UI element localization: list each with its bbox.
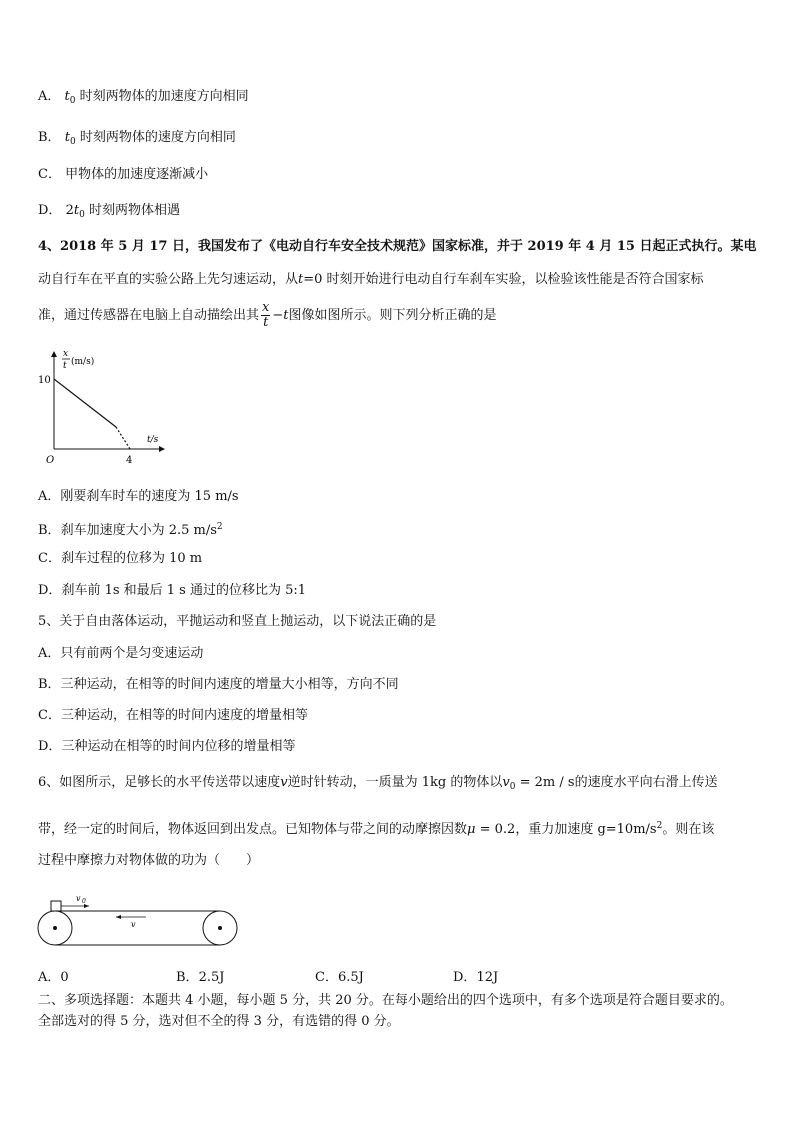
q4-option-a [38,488,239,506]
q3-option-d [38,202,180,224]
q4-stem-line3 [38,300,497,332]
q6-stem-line2 [38,817,714,839]
option-text: 时刻两物体相遇 [88,203,180,218]
option-letter: D． [38,583,62,598]
math-sub: 0 [79,210,85,220]
option-text: 刹车前 1s 和最后 1 s 通过的位移比为 5:1 [61,583,307,598]
math-var: μ [467,822,476,837]
option-letter: B． [38,677,61,692]
option-letter: C． [38,708,61,723]
option-text: 刚要刹车时车的速度为 15 m/s [60,489,239,504]
graph-line-solid [54,379,116,427]
math-coef: 2 [65,203,74,218]
text: =0 时刻开始进行电动自行车刹车实验，以检验该性能是否符合国家标 [303,272,704,287]
q3-option-a [38,88,249,110]
math-sub: 0 [69,137,76,147]
xt-t-graph [30,346,170,468]
q3-option-c [38,166,208,184]
option-letter: D． [38,203,62,218]
option-text: 刹车加速度大小为 2.5 m/s [60,523,217,538]
text: 准，通过传感器在电脑上自动描绘出其 [38,308,260,323]
frac-num: x [262,300,270,315]
option-text: 2.5J [198,970,225,985]
option-text: 三种运动在相等的时间内位移的增量相等 [61,739,296,754]
math-eq: = 2m / s [515,775,575,790]
text: 逆时针转动，一质量为 1kg 的物体以 [287,775,503,790]
left-pulley-axle [53,926,57,930]
q6-option-b [176,966,224,985]
text: 6、如图所示，足够长的水平传送带以速度 [38,775,281,790]
text: 动自行车在平直的实验公路上先匀速运动，从 [38,272,299,287]
conveyor-belt-figure [36,891,240,949]
text: 图像如图所示。则下列分析正确的是 [288,308,497,323]
option-letter: C． [38,167,61,182]
q4-option-d [38,582,306,600]
q6-stem-line3: 过程中摩擦力对物体做的功为（ ） [38,853,260,868]
math-var: t [283,308,289,323]
math-var: t [64,130,70,145]
y-unit: (m/s) [71,357,95,367]
section2-line2: 全部选对的得 5 分，选对但不全的得 3 分，有选错的得 0 分。 [38,1014,400,1029]
q3-option-b [38,129,236,151]
math-var: v [502,775,510,790]
q4-option-c [38,550,202,568]
math-var: t [64,89,70,104]
frac-den: t [263,315,269,330]
option-text: 三种运动，在相等的时间内速度的增量大小相等，方向不同 [60,677,399,692]
math-eq: = 0.2 [475,822,516,837]
option-text: 12J [476,970,499,985]
option-text: 甲物体的加速度逐渐减小 [65,167,209,182]
q6-option-c [315,966,364,985]
option-text: 0 [60,970,69,985]
q6-stem-line1 [38,774,718,796]
math-var: v [280,775,288,790]
option-text: 只有前两个是匀变速运动 [60,646,204,661]
option-text: 时刻两物体的加速度方向相同 [79,89,249,104]
right-pulley-axle [218,926,222,930]
math-sub: 0 [69,96,76,106]
option-letter: A． [38,646,61,661]
section2-line1: 二、多项选择题：本题共 4 小题，每小题 5 分，共 20 分。在每小题给出的四个选项中，有多个选项是符合题目要求的。 [38,993,733,1008]
option-letter: C． [38,551,61,566]
text: 的速度水平向右滑上传送 [574,775,718,790]
q5-option-b [38,676,399,694]
q6-option-a [38,966,69,985]
fraction-x-over-t [261,301,270,330]
option-text: 时刻两物体的速度方向相同 [79,130,236,145]
option-letter: A． [38,970,61,985]
option-letter: B． [38,523,61,538]
v0-label: v [76,894,81,903]
q5-option-d [38,738,295,756]
v0-label-sub: 0 [82,898,86,905]
option-letter: C． [315,970,338,985]
option-text: 6.5J [337,970,364,985]
option-sup: 2 [216,522,223,532]
option-text: 刹车过程的位移为 10 m [60,551,203,566]
option-letter: B． [176,970,199,985]
option-letter: A． [38,89,61,104]
q4-stem-line1: 4、2018 年 5 月 17 日，我国发布了《电动自行车安全技术规范》国家标准，并于 2019 年 4 月 15 日起正式执行。某电 [38,239,757,254]
graph-line-dashed [116,427,130,449]
block [51,901,61,911]
y-label-num: x [63,349,69,359]
origin-label: O [46,455,55,466]
math-var: t [73,203,80,218]
option-letter: A． [38,489,61,504]
x-label: t/s [147,435,159,445]
q5-stem: 5、关于自由落体运动，平抛运动和竖直上抛运动，以下说法正确的是 [38,614,437,629]
text: 带，经一定的时间后，物体返回到出发点。已知物体与带之间的动摩擦因数 [38,822,468,837]
option-text: 三种运动，在相等的时间内速度的增量相等 [60,708,308,723]
y-tick-10: 10 [38,375,51,386]
q4-stem-line2 [38,271,704,289]
q4-option-b [38,518,223,540]
q6-option-d [453,966,498,985]
option-letter: D． [453,970,477,985]
x-tick-4: 4 [126,455,133,466]
minus: − [272,308,284,323]
option-letter: D． [38,739,62,754]
math-sup: 2 [656,821,663,831]
math-sub: 0 [509,782,516,792]
option-letter: B． [38,130,61,145]
v-label: v [131,920,136,929]
y-label-den: t [63,361,67,371]
math-var: t [298,272,304,287]
q5-option-c [38,707,308,725]
q5-option-a [38,645,203,663]
text: ，重力加速度 g=10m/s [515,822,657,837]
text: 。则在该 [662,822,715,837]
